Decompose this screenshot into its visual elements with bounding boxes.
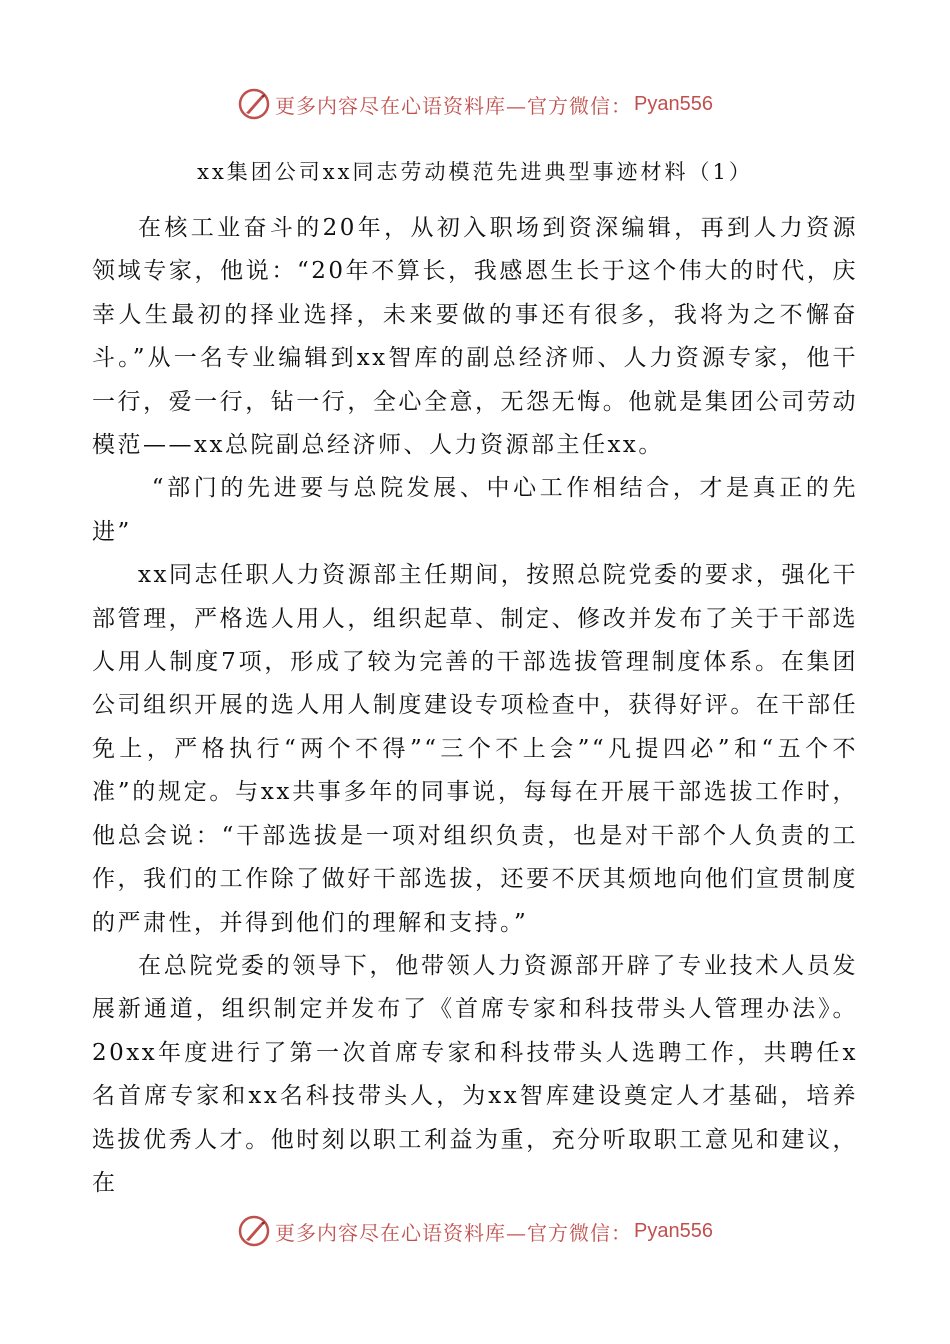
paragraph-4: 在总院党委的领导下，他带领人力资源部开辟了专业技术人员发展新通道，组织制定并发布了《首席专家和科技带头人管理办法》。20xx年度进行了第一次首席专家和科技带头人选聘工作，共聘任x名首席专家和xx名科技带头人，为xx智库建设奠定人才基础，培养选拔优秀人才。他时刻以职工利益为重，充分听取职工意见和建议，在 xyxy=(92,952,858,1196)
quill-logo-icon xyxy=(237,87,271,121)
quill-logo-icon xyxy=(237,1214,271,1248)
paragraph-1: 在核工业奋斗的20年，从初入职场到资深编辑，再到人力资源领域专家，他说：“20年不算长，我感恩生长于这个伟大的时代，庆幸人生最初的择业选择，未来要做的事还有很多，我将为之不懈奋斗。”从一名专业编辑到xx智库的副总经济师、人力资源专家，他干一行，爱一行，钻一行，全心全意，无怨无悔。他就是集团公司劳动模范——xx总院副总经济师、人力资源部主任xx。 xyxy=(92,215,858,459)
wechat-id: Pyan556 xyxy=(634,1219,713,1242)
banner-text: 更多内容尽在心语资料库—官方微信： xyxy=(275,1220,633,1245)
document-title: xx集团公司xx同志劳动模范先进典型事迹材料（1） xyxy=(197,160,753,184)
footer-banner xyxy=(0,1209,950,1253)
header-banner xyxy=(0,82,950,126)
wechat-id: Pyan556 xyxy=(634,92,713,115)
paragraph-2-quote: “部门的先进要与总院发展、中心工作相结合，才是真正的先进” xyxy=(92,475,858,545)
document-body xyxy=(92,207,858,1205)
paragraph-3: xx同志任职人力资源部主任期间，按照总院党委的要求，强化干部管理，严格选人用人，组织起草、制定、修改并发布了关于干部选人用人制度7项，形成了较为完善的干部选拔管理制度体系。在集团公司组织开展的选人用人制度建设专项检查中，获得好评。在干部任免上，严格执行“两个不得”“三个不上会”“凡提四必”和“五个不准”的规定。与xx共事多年的同事说，每每在开展干部选拔工作时，他总会说：“干部选拔是一项对组织负责，也是对干部个人负责的工作，我们的工作除了做好干部选拔，还要不厌其烦地向他们宣贯制度的严肃性，并得到他们的理解和支持。” xyxy=(92,562,858,936)
banner-text: 更多内容尽在心语资料库—官方微信： xyxy=(275,93,633,118)
